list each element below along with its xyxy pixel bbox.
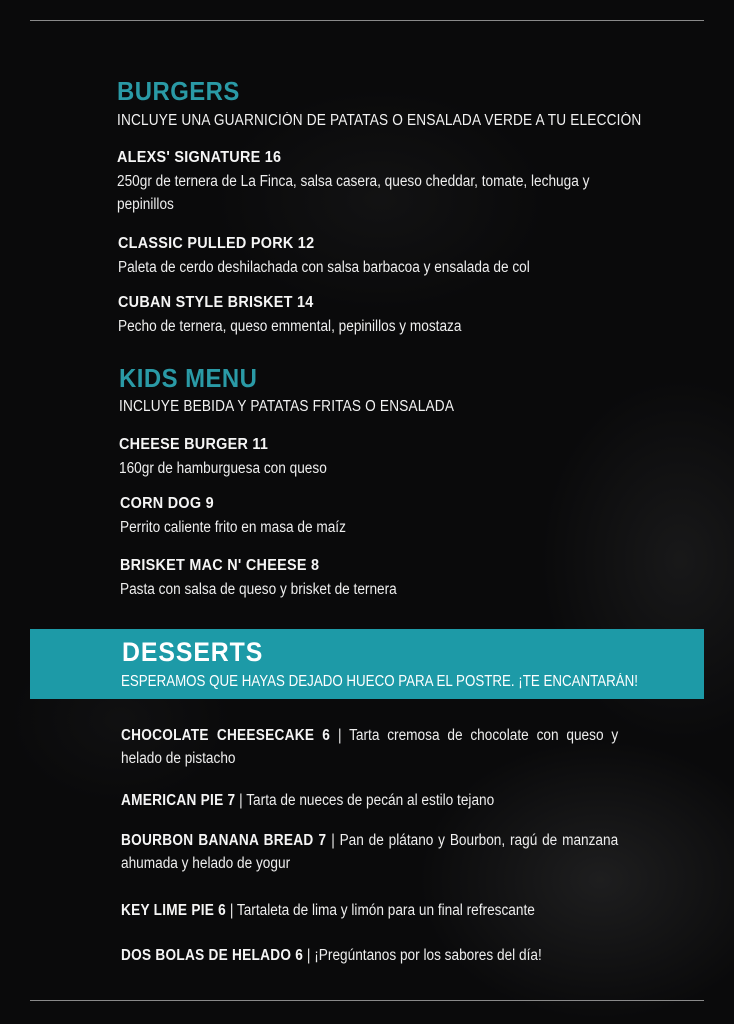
bottom-divider	[30, 1000, 704, 1001]
burger-item-name: CUBAN STYLE BRISKET 14	[118, 294, 314, 311]
dessert-item	[121, 789, 614, 812]
dessert-item	[121, 829, 618, 875]
kids-item-desc: Pasta con salsa de queso y brisket de ternera	[120, 581, 397, 598]
burger-item-desc: Paleta de cerdo deshilachada con salsa barbacoa y ensalada de col	[118, 259, 530, 276]
dessert-item-desc: | Tarta de nueces de pecán al estilo tejano	[239, 792, 495, 809]
kids-item-name: BRISKET MAC N' CHEESE 8	[120, 557, 320, 574]
desserts-header-band	[30, 629, 704, 699]
kids-menu-subtitle: INCLUYE BEBIDA Y PATATAS FRITAS O ENSALADA	[119, 398, 455, 415]
dessert-item-desc: | Pan de plátano y Bourbon, ragú de manzana ahumada y helado de yogur	[121, 832, 619, 872]
kids-item-name: CHEESE BURGER 11	[119, 436, 269, 453]
kids-item-name: CORN DOG 9	[120, 495, 214, 512]
burger-item-name: ALEXS' SIGNATURE 16	[117, 149, 282, 166]
kids-menu-title: KIDS MENU	[119, 363, 258, 393]
dessert-item-name: CHOCOLATE CHEESECAKE 6	[121, 727, 331, 744]
dessert-item-desc: | Tartaleta de lima y limón para un final refrescante	[229, 902, 535, 919]
kids-item-desc: Perrito caliente frito en masa de maíz	[120, 519, 346, 536]
burger-item-name: CLASSIC PULLED PORK 12	[118, 235, 315, 252]
burger-item-desc: 250gr de ternera de La Finca, salsa casera, queso cheddar, tomate, lechuga y pepinillos	[117, 173, 590, 213]
dessert-item-desc: | ¡Pregúntanos por los sabores del día!	[306, 947, 542, 964]
dessert-item-name: DOS BOLAS DE HELADO 6	[121, 947, 304, 964]
dessert-item-name: KEY LIME PIE 6	[121, 902, 227, 919]
dessert-item-name: BOURBON BANANA BREAD 7	[121, 832, 327, 849]
kids-item-desc: 160gr de hamburguesa con queso	[119, 460, 327, 477]
dessert-item	[121, 944, 614, 967]
burgers-subtitle: INCLUYE UNA GUARNICIÓN DE PATATAS O ENSALADA VERDE A TU ELECCIÓN	[117, 112, 642, 129]
dessert-item-desc: | Tarta cremosa de chocolate con queso y helado de pistacho	[121, 727, 619, 767]
dessert-item-name: AMERICAN PIE 7	[121, 792, 236, 809]
dessert-item	[121, 899, 614, 922]
dessert-item	[121, 724, 618, 770]
desserts-subtitle: ESPERAMOS QUE HAYAS DEJADO HUECO PARA EL POSTRE. ¡TE ENCANTARÁN!	[121, 673, 639, 690]
desserts-title: DESSERTS	[122, 637, 264, 667]
burger-item-desc: Pecho de ternera, queso emmental, pepinillos y mostaza	[118, 318, 462, 335]
burgers-title: BURGERS	[117, 76, 240, 106]
